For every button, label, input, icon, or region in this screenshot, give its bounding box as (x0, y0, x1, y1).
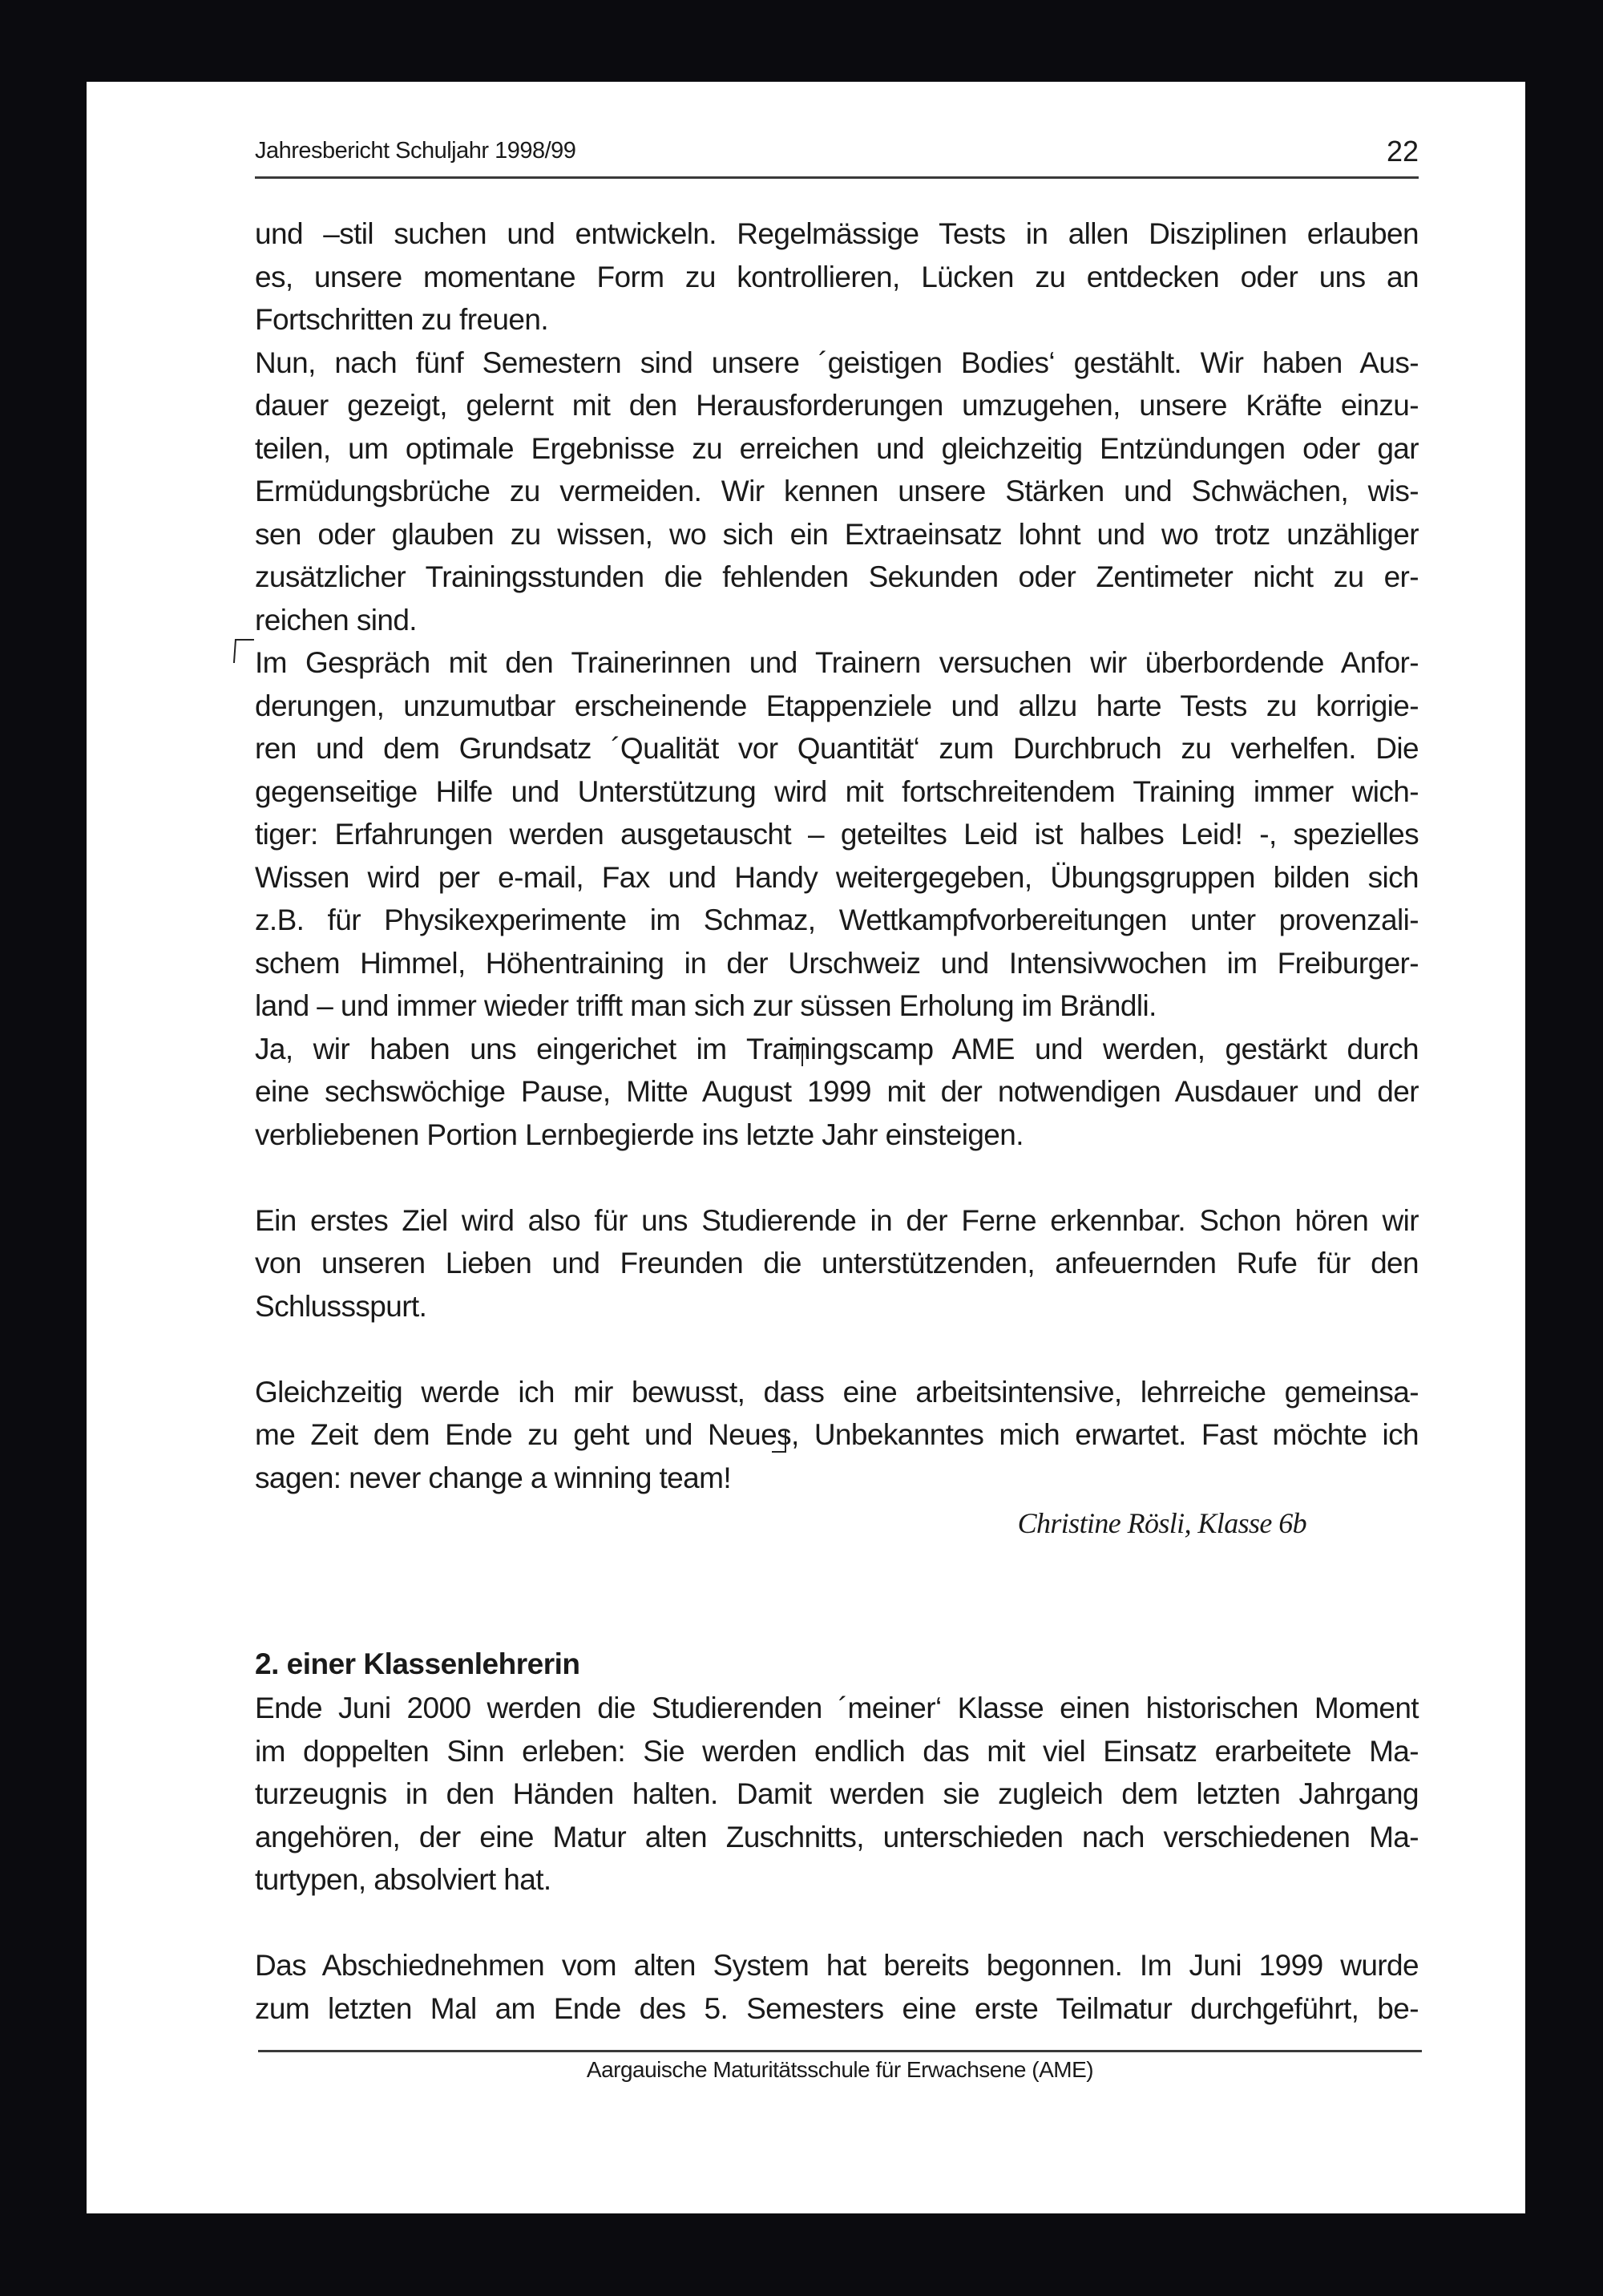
spacer (255, 1547, 1419, 1642)
text-line: derungen, unzumutbar erscheinende Etappenziele und allzu harte Tests zu korrigie- (255, 689, 1419, 722)
text-line: von unseren Lieben und Freunden die unterstützenden, anfeuernden Rufe für den (255, 1247, 1419, 1279)
document-page (87, 82, 1525, 2213)
text-line: Ein erstes Ziel wird also für uns Studierende in der Ferne erkennbar. Schon hören wir (255, 1203, 1419, 1237)
text-line: dauer gezeigt, gelernt mit den Herausforderungen umzugehen, unsere Kräfte einzu- (255, 389, 1419, 422)
section-heading: 2. einer Klassenlehrerin (255, 1647, 580, 1680)
text-line: turzeugnis in den Händen halten. Damit werden sie zugleich dem letzten Jahrgang (255, 1777, 1419, 1810)
text-line: Ermüdungsbrüche zu vermeiden. Wir kennen unsere Stärken und Schwächen, wis- (255, 475, 1419, 507)
text-line: ren und dem Grundsatz ´Qualität vor Quantität‘ zum Durchbruch zu verhelfen. Die (255, 732, 1419, 765)
paragraph (255, 1371, 1419, 1500)
paragraph (255, 342, 1419, 642)
insertion-mark-icon (789, 1044, 803, 1066)
margin-bracket-mark (233, 639, 254, 663)
paragraph (255, 1944, 1419, 2030)
author-signature: Christine Rösli, Klasse 6b (1017, 1507, 1306, 1539)
header-title: Jahresbericht Schuljahr 1998/99 (255, 138, 576, 164)
text-line: teilen, um optimale Ergebnisse zu erreichen und gleichzeitig Entzündungen oder gar (255, 431, 1419, 465)
paragraph (255, 1028, 1419, 1157)
text-line: sagen: never change a winning team! (255, 1461, 732, 1494)
text-line: Schlussspurt. (255, 1289, 427, 1323)
spacer (255, 1902, 1419, 1945)
text-line: zusätzlicher Trainingsstunden die fehlenden Sekunden oder Zentimeter nicht zu er- (255, 560, 1419, 593)
text-line: Ja, wir haben uns eingerichet im Trainingscamp AME und werden, gestärkt durch (255, 1032, 1419, 1065)
text-line: verbliebenen Portion Lernbegierde ins letzte Jahr einsteigen. (255, 1118, 1024, 1151)
text-line: Nun, nach fünf Semestern sind unsere ´geistigen Bodies‘ gestählt. Wir haben Aus- (255, 346, 1419, 379)
text-line: tiger: Erfahrungen werden ausgetauscht – geteiltes Leid ist halbes Leid! -, spezielles (255, 818, 1419, 851)
paragraph (255, 1687, 1419, 1902)
text-line: es, unsere momentane Form zu kontrollieren, Lücken zu entdecken oder uns an (255, 260, 1419, 293)
text-line: Das Abschiednehmen vom alten System hat bereits begonnen. Im Juni 1999 wurde (255, 1949, 1419, 1982)
text-line: gegenseitige Hilfe und Unterstützung wird mit fortschreitendem Training immer wich- (255, 774, 1419, 808)
text-line: Im Gespräch mit den Trainerinnen und Trainern versuchen wir überbordende Anfor- (255, 646, 1419, 679)
text-line: reichen sind. (255, 603, 417, 637)
text-line: z.B. für Physikexperimente im Schmaz, Wettkampfvorbereitungen unter provenzali- (255, 903, 1419, 936)
text-line: Gleichzeitig werde ich mir bewusst, dass eine arbeitsintensive, lehrreiche gemeinsa- (255, 1375, 1419, 1409)
page-footer: Aargauische Maturitätsschule für Erwachsene (AME) (258, 2050, 1422, 2083)
paragraph (255, 212, 1419, 342)
text-line: Wissen wird per e-mail, Fax und Handy weitergegeben, Übungsgruppen bilden sich (255, 860, 1419, 894)
paragraph (255, 641, 1419, 1028)
text-line: eine sechswöchige Pause, Mitte August 1999 mit der notwendigen Ausdauer und der (255, 1075, 1419, 1108)
text-line: turtypen, absolviert hat. (255, 1863, 551, 1896)
insertion-mark-icon (772, 1430, 786, 1453)
text-line: und –stil suchen und entwickeln. Regelmässige Tests in allen Disziplinen erlauben (255, 217, 1419, 250)
paragraph (255, 1199, 1419, 1328)
text-line: angehören, der eine Matur alten Zuschnitts, unterschieden nach verschiedenen Ma- (255, 1820, 1419, 1853)
spacer (255, 1328, 1419, 1371)
page-number: 22 (1386, 135, 1419, 168)
text-line: Ende Juni 2000 werden die Studierenden ´meiner‘ Klasse einen historischen Moment (255, 1692, 1419, 1724)
text-line: schem Himmel, Höhentraining in der Urschweiz und Intensivwochen im Freiburger- (255, 946, 1419, 980)
text-line: zum letzten Mal am Ende des 5. Semesters eine erste Teilmatur durchgeführt, be- (255, 1991, 1419, 2025)
text-line: sen oder glauben zu wissen, wo sich ein Extraeinsatz lohnt und wo trotz unzähliger (255, 517, 1419, 551)
text-line: Fortschritten zu freuen. (255, 303, 549, 336)
page-header (255, 136, 1419, 179)
text-line: land – und immer wieder trifft man sich zur süssen Erholung im Brändli. (255, 989, 1157, 1022)
page-body (255, 212, 1419, 2030)
spacer (255, 1156, 1419, 1199)
text-line: me Zeit dem Ende zu geht und Neues, Unbekanntes mich erwartet. Fast möchte ich (255, 1418, 1419, 1451)
text-line: im doppelten Sinn erleben: Sie werden endlich das mit viel Einsatz erarbeitete Ma- (255, 1734, 1419, 1768)
